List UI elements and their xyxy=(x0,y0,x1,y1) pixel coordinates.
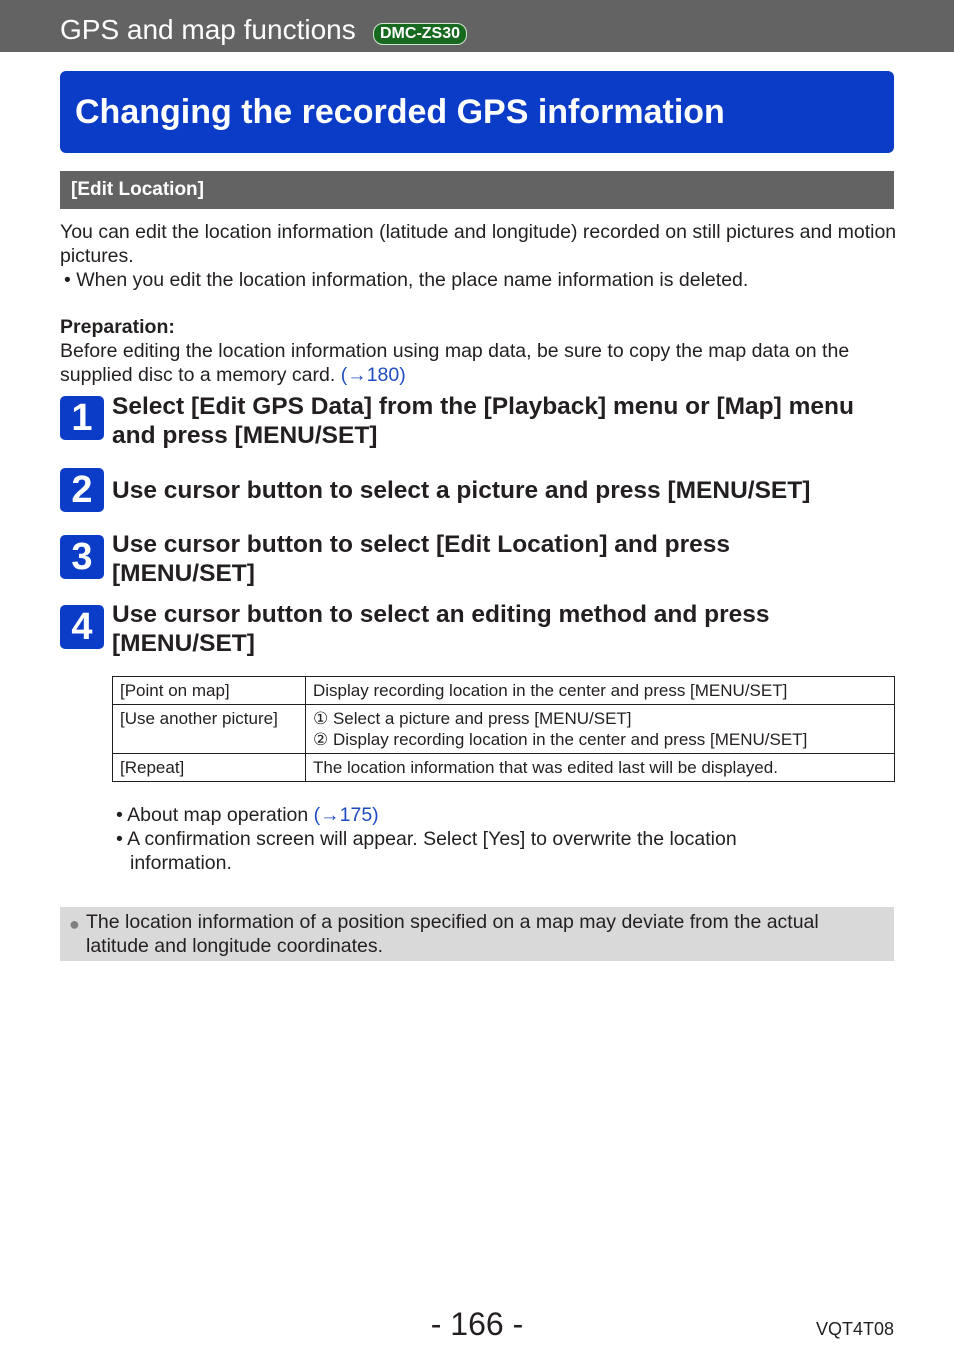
preparation-text: Before editing the location information using map data, be sure to copy the map data on the supplied disc to a memory card. xyxy=(60,340,850,386)
method-substep-1: ① Select a picture and press [MENU/SET] xyxy=(313,709,632,728)
model-badge: DMC-ZS30 xyxy=(373,23,467,45)
subsection-header xyxy=(60,171,894,209)
method-use-another-picture: [Use another picture] xyxy=(113,705,306,754)
caution-note-box xyxy=(60,907,894,961)
table-row xyxy=(113,705,895,754)
method-point-on-map: [Point on map] xyxy=(113,677,306,705)
map-operation-note xyxy=(116,803,896,827)
top-header-bar xyxy=(0,0,954,52)
intro-text: You can edit the location information (latitude and longitude) recorded on still pictures and motion pictures. xyxy=(60,221,897,267)
table-row xyxy=(113,754,895,782)
caution-text: The location information of a position specified on a map may deviate from the actual latitude and longitude coordinates. xyxy=(86,911,819,957)
step-4-badge: 4 xyxy=(60,605,104,649)
preparation-page-link[interactable]: (→180) xyxy=(340,364,406,386)
step-3-badge: 3 xyxy=(60,535,104,579)
method-substep-2: ② Display recording location in the center and press [MENU/SET] xyxy=(313,730,808,749)
method-description xyxy=(306,705,895,754)
confirmation-note-continued: information. xyxy=(130,852,232,874)
preparation-paragraph xyxy=(60,339,890,387)
bullet-dot-icon: ● xyxy=(69,914,80,934)
map-operation-page-link[interactable]: (→175) xyxy=(313,804,379,826)
method-description: The location information that was edited last will be displayed. xyxy=(306,754,895,782)
confirmation-note: • A confirmation screen will appear. Select [Yes] to overwrite the location xyxy=(116,828,737,850)
method-repeat: [Repeat] xyxy=(113,754,306,782)
step-3-text: Use cursor button to select [Edit Location] and press [MENU/SET] xyxy=(112,531,731,587)
map-operation-text: • About map operation xyxy=(116,804,309,826)
preparation-label: Preparation: xyxy=(60,316,175,338)
subsection-title: [Edit Location] xyxy=(71,179,204,200)
table-row xyxy=(113,677,895,705)
editing-methods-table xyxy=(112,676,895,782)
page-title: Changing the recorded GPS information xyxy=(75,93,725,131)
step-2-text: Use cursor button to select a picture and press [MENU/SET] xyxy=(112,477,811,504)
page-title-box xyxy=(60,71,894,153)
document-code: VQT4T08 xyxy=(815,1319,894,1339)
method-description: Display recording location in the center and press [MENU/SET] xyxy=(306,677,895,705)
section-title: GPS and map functions xyxy=(60,14,356,45)
step-4-text: Use cursor button to select an editing method and press [MENU/SET] xyxy=(112,601,770,657)
step-2-badge: 2 xyxy=(60,468,104,512)
step-1-badge: 1 xyxy=(60,396,104,440)
step-1-text: Select [Edit GPS Data] from the [Playback] menu or [Map] menu and press [MENU/SET] xyxy=(112,393,854,449)
page-number: - 166 - xyxy=(430,1306,524,1342)
intro-bullet: • When you edit the location information, the place name information is deleted. xyxy=(64,269,749,291)
